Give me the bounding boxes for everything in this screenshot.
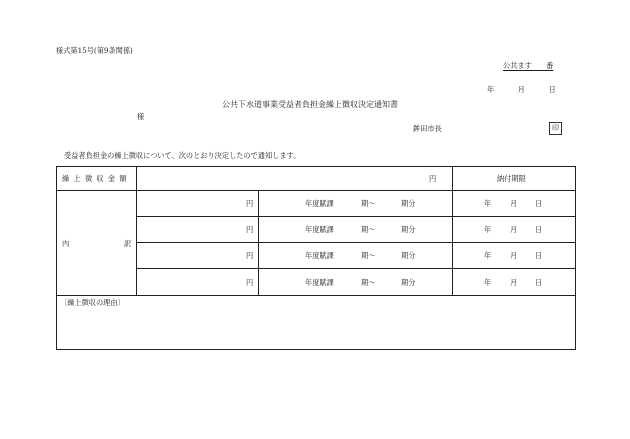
amount-label: 繰 上 徴 収 金 額 [62, 174, 128, 183]
issuer-name: 鉾田市長 [413, 124, 442, 133]
row-fiscal-year: 年度賦課 [305, 251, 334, 260]
row-year: 年 [484, 251, 492, 260]
breakdown-label-2: 訳 [124, 239, 132, 248]
row-month: 月 [510, 278, 518, 287]
row-year: 年 [484, 225, 492, 234]
row-period-to: 期分 [401, 199, 416, 208]
row-yen-unit: 円 [246, 251, 254, 260]
form-number: 様式第15号(第9条関係) [56, 46, 133, 55]
row-period-to: 期分 [401, 225, 416, 234]
row-year: 年 [484, 199, 492, 208]
breakdown-label-1: 内 [62, 239, 70, 248]
row-period-from: 期〜 [361, 199, 376, 208]
row-period-to: 期分 [401, 278, 416, 287]
row-year: 年 [484, 278, 492, 287]
row-yen-unit: 円 [246, 225, 254, 234]
row-period-from: 期〜 [361, 251, 376, 260]
row-day: 日 [535, 278, 543, 287]
issue-date: 年 月 日 [487, 85, 557, 94]
seal-box: 印 [549, 122, 562, 135]
row-day: 日 [535, 199, 543, 208]
row-fiscal-year: 年度賦課 [305, 225, 334, 234]
addressee-suffix: 様 [137, 112, 145, 121]
intro-text: 受益者負担金の繰上徴収について、次のとおり決定したので通知します。 [64, 151, 301, 160]
row-fiscal-year: 年度賦課 [305, 278, 334, 287]
row-month: 月 [510, 251, 518, 260]
document-title: 公共下水道事業受益者負担金繰上徴収決定通知書 [222, 100, 398, 109]
row-yen-unit: 円 [246, 199, 254, 208]
row-period-from: 期〜 [361, 225, 376, 234]
row-month: 月 [510, 225, 518, 234]
row-month: 月 [510, 199, 518, 208]
row-day: 日 [535, 225, 543, 234]
deadline-label: 納付期限 [497, 174, 526, 183]
row-day: 日 [535, 251, 543, 260]
reason-label: 〔繰上徴収の理由〕 [60, 298, 125, 307]
document-number: 公共ます 番 [503, 61, 554, 70]
row-fiscal-year: 年度賦課 [305, 199, 334, 208]
amount-yen-unit: 円 [429, 174, 437, 183]
row-period-to: 期分 [401, 251, 416, 260]
row-yen-unit: 円 [246, 278, 254, 287]
row-period-from: 期〜 [361, 278, 376, 287]
